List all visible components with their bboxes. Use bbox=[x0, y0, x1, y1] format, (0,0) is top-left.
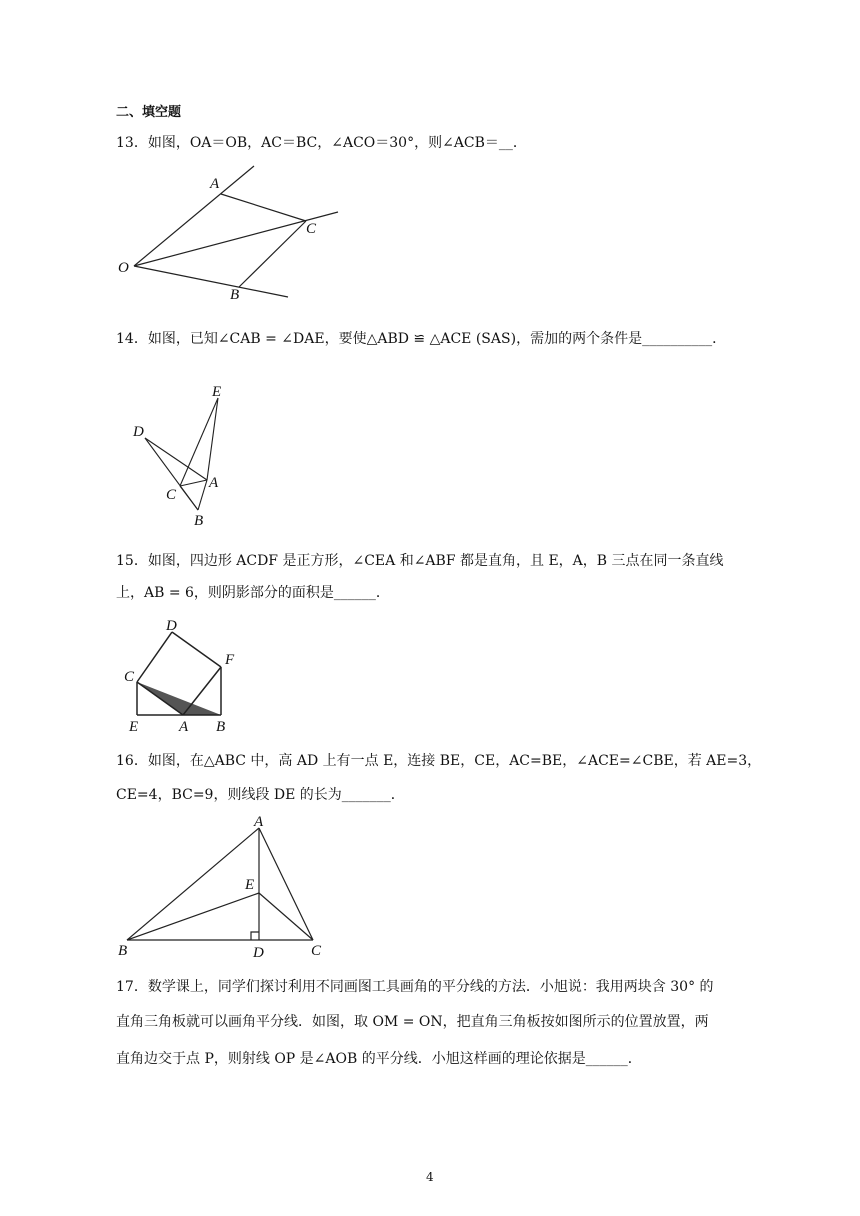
question-14-text: 14．如图，已知∠CAB = ∠DAE，要使△ABD ≌ △ACE (SAS)，需加的两个条件是__________． bbox=[116, 331, 727, 347]
q14-label-e: E bbox=[212, 384, 222, 400]
question-17-line-2: 直角三角板就可以画角平分线．如图，取 OM = ON，把直角三角板按如图所示的位置放置，两 bbox=[116, 1014, 709, 1030]
q15-label-a: A bbox=[179, 719, 189, 735]
q15-label-c: C bbox=[124, 669, 135, 685]
q15-label-e: E bbox=[129, 719, 139, 735]
q15-label-b: B bbox=[216, 719, 226, 735]
q14-label-a: A bbox=[209, 475, 219, 491]
question-17-line-1: 17．数学课上，同学们探讨利用不同画图工具画角的平分线的方法．小旭说：我用两块含 30° 的 bbox=[116, 979, 714, 995]
question-15-line-2: 上，AB = 6，则阴影部分的面积是______． bbox=[116, 585, 390, 601]
question-13-text: 13．如图，OA＝OB，AC＝BC，∠ACO＝30°，则∠ACB＝__． bbox=[116, 135, 527, 151]
q16-label-d: D bbox=[253, 945, 264, 961]
question-16-line-1: 16．如图，在△ABC 中，高 AD 上有一点 E，连接 BE，CE，AC=BE，∠ACE=∠CBE，若 AE=3， bbox=[116, 753, 762, 769]
q14-label-d: D bbox=[133, 424, 144, 440]
q16-label-e: E bbox=[245, 877, 255, 893]
section-title: 二、填空题 bbox=[116, 105, 182, 120]
q13-label-b: B bbox=[230, 287, 240, 303]
q16-label-a: A bbox=[254, 814, 264, 830]
q13-label-a: A bbox=[210, 176, 220, 192]
q13-label-o: O bbox=[118, 260, 129, 276]
q16-label-b: B bbox=[118, 943, 128, 959]
q13-label-c: C bbox=[306, 221, 317, 237]
question-16-line-2: CE=4，BC=9，则线段 DE 的长为_______． bbox=[116, 787, 405, 803]
q14-label-b: B bbox=[194, 513, 204, 529]
q14-label-c: C bbox=[166, 487, 177, 503]
q15-label-d: D bbox=[166, 618, 177, 634]
q15-label-f: F bbox=[225, 652, 235, 668]
q16-label-c: C bbox=[311, 943, 322, 959]
page-number: 4 bbox=[426, 1170, 434, 1184]
question-17-line-3: 直角边交于点 P，则射线 OP 是∠AOB 的平分线．小旭这样画的理论依据是______． bbox=[116, 1051, 642, 1067]
question-15-line-1: 15．如图，四边形 ACDF 是正方形，∠CEA 和∠ABF 都是直角，且 E，A，B 三点在同一条直线 bbox=[116, 553, 724, 569]
